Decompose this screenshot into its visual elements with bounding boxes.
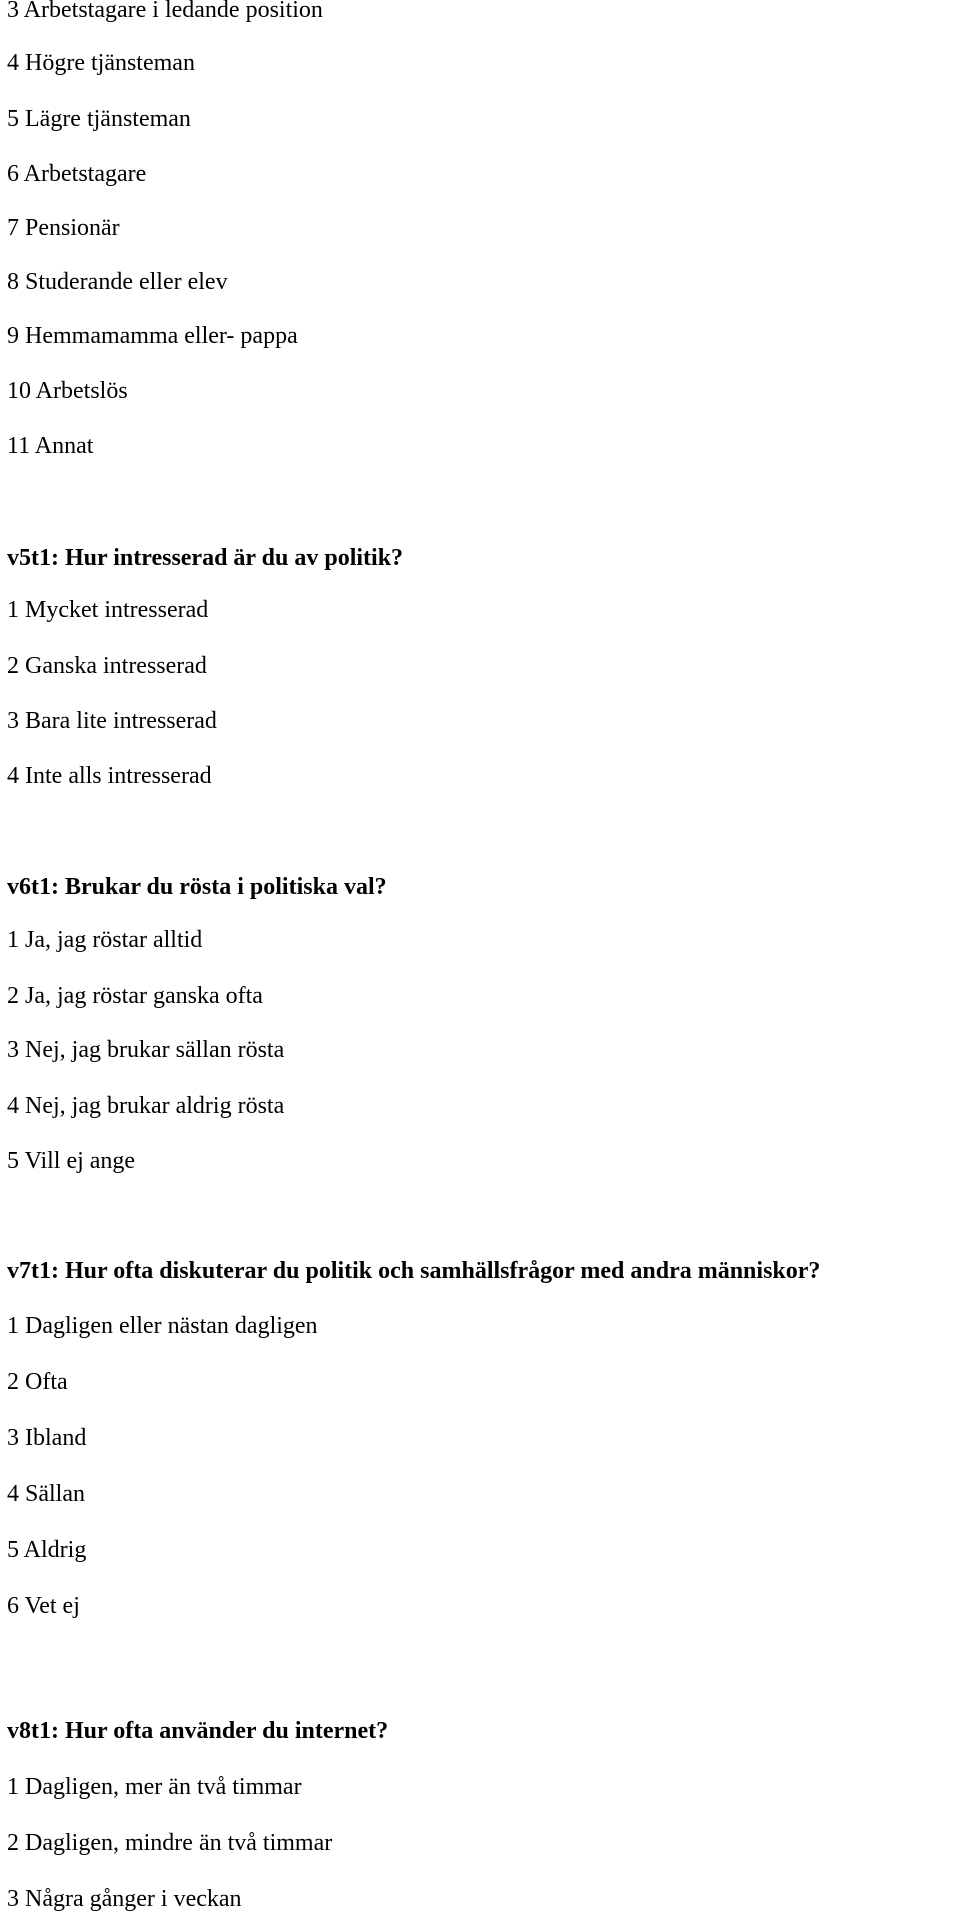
intro-option: 8 Studerande eller elev (7, 269, 228, 295)
intro-option: 4 Högre tjänsteman (7, 50, 195, 76)
answer-option: 4 Inte alls intresserad (7, 763, 212, 789)
answer-option: 5 Aldrig (7, 1537, 87, 1563)
answer-option: 2 Dagligen, mindre än två timmar (7, 1830, 333, 1856)
answer-option: 4 Nej, jag brukar aldrig rösta (7, 1093, 285, 1119)
answer-option: 6 Vet ej (7, 1593, 80, 1619)
intro-option: 7 Pensionär (7, 215, 120, 241)
answer-option: 2 Ja, jag röstar ganska ofta (7, 983, 263, 1009)
intro-option: 5 Lägre tjänsteman (7, 106, 191, 132)
answer-option: 3 Några gånger i veckan (7, 1886, 242, 1912)
answer-option: 2 Ganska intresserad (7, 653, 207, 679)
question-heading: v8t1: Hur ofta använder du internet? (7, 1718, 389, 1744)
question-heading: v5t1: Hur intresserad är du av politik? (7, 545, 404, 571)
answer-option: 1 Mycket intresserad (7, 597, 209, 623)
intro-option: 11 Annat (7, 433, 94, 459)
answer-option: 1 Ja, jag röstar alltid (7, 927, 203, 953)
answer-option: 3 Ibland (7, 1425, 87, 1451)
question-heading: v6t1: Brukar du rösta i politiska val? (7, 874, 387, 900)
answer-option: 2 Ofta (7, 1369, 68, 1395)
intro-option: 9 Hemmamamma eller- pappa (7, 323, 298, 349)
answer-option: 4 Sällan (7, 1481, 85, 1507)
intro-option: 3 Arbetstagare i ledande position (7, 0, 323, 23)
answer-option: 3 Bara lite intresserad (7, 708, 217, 734)
intro-option: 10 Arbetslös (7, 378, 128, 404)
answer-option: 1 Dagligen, mer än två timmar (7, 1774, 302, 1800)
answer-option: 1 Dagligen eller nästan dagligen (7, 1313, 318, 1339)
answer-option: 3 Nej, jag brukar sällan rösta (7, 1037, 285, 1063)
answer-option: 5 Vill ej ange (7, 1148, 136, 1174)
question-heading: v7t1: Hur ofta diskuterar du politik och samhällsfrågor med andra människor? (7, 1258, 821, 1284)
intro-option: 6 Arbetstagare (7, 161, 147, 187)
